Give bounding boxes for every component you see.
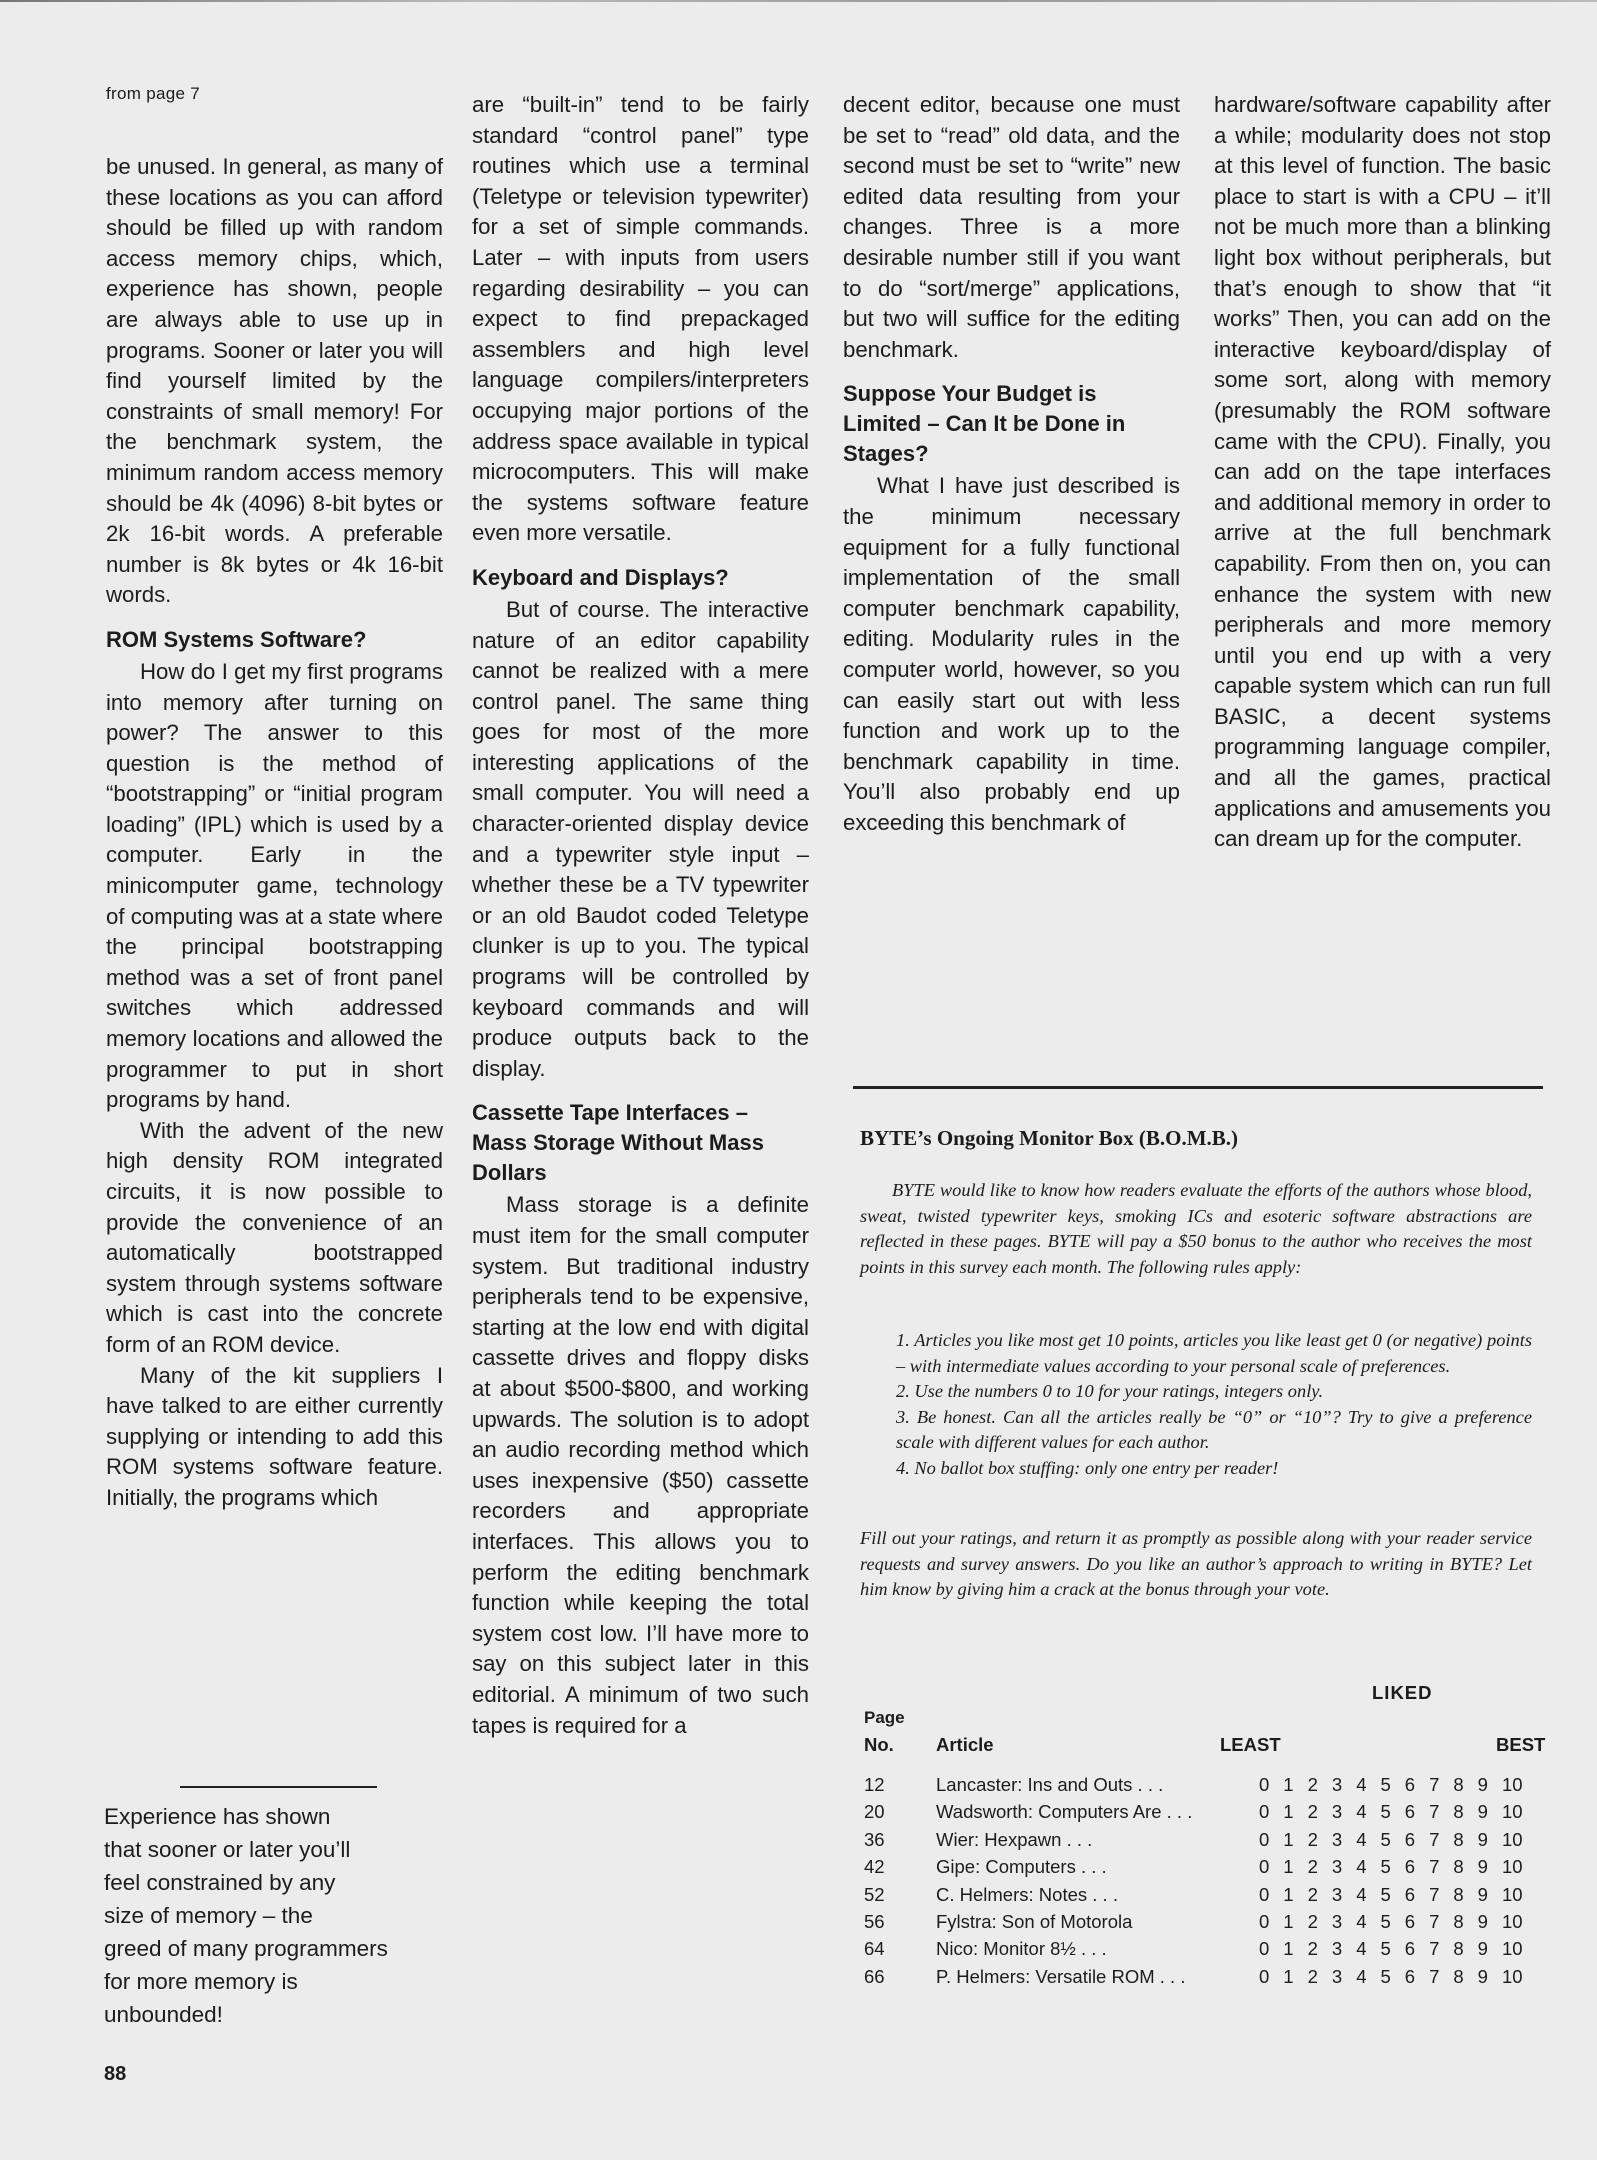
pull-quote-line: feel constrained by any <box>104 1870 336 1895</box>
rating-option[interactable]: 9 <box>1477 1883 1488 1905</box>
rating-option[interactable]: 4 <box>1356 1828 1367 1850</box>
page-number-cell: 42 <box>864 1856 885 1878</box>
rating-option[interactable]: 0 <box>1259 1828 1270 1850</box>
article-title-cell: Fylstra: Son of Motorola <box>936 1910 1133 1932</box>
rating-option[interactable]: 4 <box>1356 1883 1367 1905</box>
page-number-cell: 20 <box>864 1801 885 1823</box>
paragraph: With the advent of the new high density ROM integrated circuits, it is now possible to provide the convenience of an automatically bootstrapped system through systems software which is cast into the concrete form of an ROM device. <box>106 1117 443 1357</box>
paragraph: But of course. The interactive nature of an editor capability cannot be realized with a mere control panel. The same thing goes for most of the more interesting applications of the small computer. You will need a character-oriented display device and a typewriter style input – whether these be a TV typewriter or an old Baudot coded Teletype clunker is up to you. The typical programs will be controlled by keyboard commands and will produce outputs back to the display. <box>472 596 809 1081</box>
rating-option[interactable]: 0 <box>1259 1938 1270 1960</box>
rating-option[interactable]: 9 <box>1477 1801 1488 1823</box>
paragraph: decent editor, because one must be set to “read” old data, and the second must be set to “write” new edited data resulting from your changes. Three is a more desirable number still if you want to do “sort/merge” applications, but two will suffice for the editing benchmark. <box>843 92 1180 362</box>
rating-option[interactable]: 6 <box>1404 1910 1416 1932</box>
rating-scale <box>1259 1938 1523 1960</box>
rating-option[interactable]: 5 <box>1380 1774 1391 1795</box>
article-title-cell: P. Helmers: Versatile ROM . . . <box>936 1965 1186 1987</box>
rating-option[interactable]: 6 <box>1404 1965 1416 1987</box>
rating-option[interactable]: 2 <box>1307 1965 1318 1987</box>
page-number-cell: 56 <box>864 1910 885 1932</box>
article-title-cell: Wadsworth: Computers Are . . . <box>936 1801 1193 1823</box>
rating-option[interactable]: 6 <box>1404 1774 1416 1795</box>
bomb-title: BYTE’s Ongoing Monitor Box (B.O.M.B.) <box>860 1126 1239 1150</box>
paragraph: hardware/software capability after a while; modularity does not stop at this level of function. The basic place to start is with a CPU – it’ll not be much more than a blinking light box without peripherals, but that’s enough to show that “it works” Then, you can add on the interactive keyboard/display of some sort, along with memory (presumably the ROM software came with the CPU). Finally, you can add on the tape interfaces and additional memory in order to arrive at the full benchmark capability. From then on, you can enhance the system with new peripherals and more memory until you end up with a very capable system which can run full BASIC, a decent systems programming language compiler, and all the games, practical applications and amusements you can dream up for the computer. <box>1214 92 1551 852</box>
bomb-rule-item: 3. Be honest. Can all the articles really be “0” or “10”? Try to give a preference scale with different values for each author. <box>896 1406 1532 1452</box>
table-row <box>864 1884 1544 1911</box>
rating-option[interactable]: 8 <box>1453 1856 1464 1878</box>
page-number-cell: 52 <box>864 1883 885 1905</box>
pull-quote <box>104 1800 444 2031</box>
rating-option[interactable]: 3 <box>1331 1938 1343 1960</box>
page-number-cell: 64 <box>864 1938 885 1960</box>
paragraph: are “built-in” tend to be fairly standard “control panel” type routines which use a terminal (Teletype or television typewriter) for a set of simple commands. Later – with inputs from users regarding desirability – you can expect to find prepackaged assemblers and high level language compilers/interpreters occupying major portions of the address space available in typical microcomputers. This will make the systems software feature even more versatile. <box>472 92 809 546</box>
article-column-1 <box>106 152 443 1514</box>
rating-scale <box>1259 1884 1523 1906</box>
bomb-rule-item: 1. Articles you like most get 10 points, articles you like least get 0 (or negative) points – with intermediate values according to your personal scale of preferences. <box>896 1330 1532 1376</box>
rating-option[interactable]: 10 <box>1501 1774 1523 1795</box>
rating-option[interactable]: 1 <box>1283 1965 1294 1987</box>
pull-quote-line: for more memory is <box>104 1969 298 1994</box>
rating-option[interactable]: 8 <box>1453 1883 1464 1905</box>
bomb-rule-item: 4. No ballot box stuffing: only one entry per reader! <box>896 1457 1279 1478</box>
rating-option[interactable]: 7 <box>1429 1856 1440 1878</box>
rating-option[interactable]: 1 <box>1283 1774 1294 1795</box>
page-top-edge <box>0 0 1597 2</box>
rating-scale <box>1259 1774 1523 1796</box>
table-row <box>864 1911 1544 1938</box>
article-title-cell: C. Helmers: Notes . . . <box>936 1883 1118 1905</box>
rating-scale <box>1259 1829 1523 1851</box>
table-row <box>864 1856 1544 1883</box>
rating-option[interactable]: 5 <box>1380 1938 1391 1960</box>
rating-option[interactable]: 10 <box>1501 1883 1523 1905</box>
page-number-cell: 12 <box>864 1774 885 1795</box>
rating-option[interactable]: 3 <box>1331 1965 1343 1987</box>
rating-option[interactable]: 10 <box>1501 1965 1523 1987</box>
page-number-cell: 36 <box>864 1828 885 1850</box>
table-row <box>864 1966 1544 1993</box>
rating-option[interactable]: 7 <box>1429 1883 1440 1905</box>
rating-option[interactable]: 10 <box>1501 1856 1523 1878</box>
rating-option[interactable]: 9 <box>1477 1828 1488 1850</box>
table-body <box>864 1774 1544 1993</box>
rating-option[interactable]: 4 <box>1356 1774 1367 1795</box>
rating-option[interactable]: 9 <box>1477 1774 1488 1795</box>
rating-option[interactable]: 10 <box>1501 1801 1523 1823</box>
rating-option[interactable]: 2 <box>1307 1828 1318 1850</box>
rating-option[interactable]: 6 <box>1404 1828 1416 1850</box>
article-column-3 <box>843 90 1180 838</box>
rating-option[interactable]: 4 <box>1356 1910 1367 1932</box>
rating-option[interactable]: 9 <box>1477 1856 1488 1878</box>
rating-option[interactable]: 7 <box>1429 1828 1440 1850</box>
rating-option[interactable]: 2 <box>1307 1938 1318 1960</box>
rating-option[interactable]: 1 <box>1283 1856 1294 1878</box>
rating-option[interactable]: 9 <box>1477 1910 1488 1932</box>
rating-option[interactable]: 4 <box>1356 1801 1367 1823</box>
rating-option[interactable]: 3 <box>1331 1828 1343 1850</box>
section-heading-rom-systems-software: ROM Systems Software? <box>106 626 367 652</box>
liked-header: LIKED <box>1372 1682 1433 1703</box>
table-row <box>864 1829 1544 1856</box>
rating-option[interactable]: 0 <box>1259 1910 1270 1932</box>
rating-option[interactable]: 0 <box>1259 1965 1270 1987</box>
article-column-4 <box>1214 90 1551 855</box>
continued-from-label: from page 7 <box>106 84 201 103</box>
rating-option[interactable]: 5 <box>1380 1910 1391 1932</box>
article-title-cell: Gipe: Computers . . . <box>936 1856 1107 1878</box>
rating-option[interactable]: 6 <box>1404 1856 1416 1878</box>
rating-option[interactable]: 7 <box>1429 1801 1440 1823</box>
page-number: 88 <box>104 2063 127 2085</box>
bomb-divider-rule <box>853 1086 1543 1089</box>
rating-scale <box>1259 1856 1523 1878</box>
least-header: LEAST <box>1220 1734 1281 1755</box>
rating-option[interactable]: 5 <box>1380 1883 1391 1905</box>
rating-option[interactable]: 2 <box>1307 1856 1318 1878</box>
rating-option[interactable]: 1 <box>1283 1883 1294 1905</box>
rating-option[interactable]: 3 <box>1331 1883 1343 1905</box>
rating-option[interactable]: 8 <box>1453 1801 1464 1823</box>
rating-option[interactable]: 8 <box>1453 1828 1464 1850</box>
bomb-outro: Fill out your ratings, and return it as promptly as possible along with your reader service requests and survey answers. Do you like an author’s approach to writing in BYTE? Let him know by giving him a crack at the bonus through your vote. <box>860 1528 1532 1599</box>
rating-option[interactable]: 9 <box>1477 1938 1488 1960</box>
article-column-2 <box>472 90 809 1741</box>
pull-quote-line: that sooner or later you’ll <box>104 1837 351 1862</box>
rating-scale <box>1259 1801 1523 1823</box>
bomb-intro: BYTE would like to know how readers evaluate the efforts of the authors whose blood, sweat, twisted typewriter keys, smoking ICs and esoteric software abstractions are reflected in these pages. BYTE will pay a $50 bonus to the author who receives the most points in this survey each month. The following rules apply: <box>860 1180 1532 1277</box>
paragraph: Mass storage is a definite must item for the small computer system. But traditional industry peripherals tend to be expensive, starting at the low end with digital cassette drives and floppy disks at about $500-$800, and working upwards. The solution is to adopt an audio recording method which uses inexpensive ($50) cassette recorders and appropriate interfaces. This allows you to perform the editing benchmark function while keeping the total system cost low. I’ll have more to say on this subject later in this editorial. A minimum of two such tapes is required for a <box>472 1192 809 1738</box>
article-title-cell: Wier: Hexpawn . . . <box>936 1828 1093 1850</box>
rating-option[interactable]: 4 <box>1356 1965 1367 1987</box>
rating-option[interactable]: 1 <box>1283 1938 1294 1960</box>
rating-scale <box>1259 1966 1523 1988</box>
rating-option[interactable]: 3 <box>1331 1774 1343 1795</box>
article-title-cell: Lancaster: Ins and Outs . . . <box>936 1774 1164 1795</box>
rating-option[interactable]: 5 <box>1380 1801 1391 1823</box>
page-number-cell: 66 <box>864 1965 885 1987</box>
rating-option[interactable]: 0 <box>1259 1856 1270 1878</box>
no-header: No. <box>864 1734 894 1755</box>
rating-option[interactable]: 0 <box>1259 1801 1270 1823</box>
rating-option[interactable]: 1 <box>1283 1910 1294 1932</box>
paragraph: What I have just described is the minimum necessary equipment for a fully functional implementation of the small computer benchmark capability, editing. Modularity rules in the computer world, however, so you can easily start out with less function and work up to the benchmark capability in time. You’ll also probably end up exceeding this benchmark of <box>843 473 1180 835</box>
rating-option[interactable]: 0 <box>1259 1883 1270 1905</box>
rating-option[interactable]: 6 <box>1404 1883 1416 1905</box>
rating-option[interactable]: 7 <box>1429 1910 1440 1932</box>
rating-option[interactable]: 9 <box>1477 1965 1488 1987</box>
rating-scale <box>1259 1911 1523 1933</box>
table-row <box>864 1774 1544 1801</box>
page-header: Page <box>864 1708 905 1727</box>
rating-option[interactable]: 1 <box>1283 1828 1294 1850</box>
rating-option[interactable]: 3 <box>1331 1801 1343 1823</box>
rating-option[interactable]: 8 <box>1453 1965 1464 1987</box>
bomb-rules-list <box>896 1328 1532 1481</box>
rating-option[interactable]: 1 <box>1283 1801 1294 1823</box>
rating-option[interactable]: 8 <box>1453 1910 1464 1932</box>
rating-option[interactable]: 7 <box>1429 1774 1440 1795</box>
rating-option[interactable]: 5 <box>1380 1828 1391 1850</box>
rating-option[interactable]: 5 <box>1380 1856 1391 1878</box>
paragraph: How do I get my first programs into memory after turning on power? The answer to this question is the method of “bootstrapping” or “initial program loading” (IPL) which is used by a computer. Early in the minicomputer game, technology of computing was at a state where the principal bootstrapping method was a set of front panel switches which addressed memory locations and allowed the programmer to put in short programs by hand. <box>106 658 443 1113</box>
pull-quote-rule <box>180 1786 377 1788</box>
article-header: Article <box>936 1734 994 1755</box>
rating-option[interactable]: 2 <box>1307 1910 1318 1932</box>
section-heading-cassette-tape: Cassette Tape Interfaces – Mass Storage Without Mass Dollars <box>472 1100 764 1186</box>
paragraph: Many of the kit suppliers I have talked to are either currently supplying or intending to add this ROM systems software feature. Initially, the programs which <box>106 1362 443 1510</box>
rating-option[interactable]: 8 <box>1453 1774 1464 1795</box>
table-row <box>864 1938 1544 1965</box>
rating-option[interactable]: 5 <box>1380 1965 1391 1987</box>
best-header: BEST <box>1496 1734 1546 1755</box>
rating-option[interactable]: 2 <box>1307 1801 1318 1823</box>
bomb-rule-item: 2. Use the numbers 0 to 10 for your ratings, integers only. <box>896 1381 1324 1401</box>
rating-option[interactable]: 6 <box>1404 1801 1416 1823</box>
paragraph: be unused. In general, as many of these locations as you can afford should be filled up with random access memory chips, which, experience has shown, people are always able to use up in programs. Sooner or later you will find yourself limited by the constraints of small memory! For the benchmark system, the minimum random access memory should be 4k (4096) 8-bit bytes or 2k 16-bit words. A preferable number is 8k bytes or 4k 16-bit words. <box>106 154 443 608</box>
section-heading-budget-limited: Suppose Your Budget is Limited – Can It be Done in Stages? <box>843 381 1126 467</box>
pull-quote-line: size of memory – the <box>104 1903 313 1928</box>
pull-quote-line: greed of many programmers <box>104 1936 388 1961</box>
pull-quote-line: Experience has shown <box>104 1804 331 1829</box>
table-row <box>864 1801 1544 1828</box>
rating-option[interactable]: 10 <box>1501 1828 1523 1850</box>
rating-option[interactable]: 3 <box>1331 1856 1343 1878</box>
rating-option[interactable]: 0 <box>1259 1774 1270 1795</box>
rating-option[interactable]: 4 <box>1356 1856 1367 1878</box>
rating-option[interactable]: 7 <box>1429 1965 1440 1987</box>
rating-option[interactable]: 2 <box>1307 1883 1318 1905</box>
rating-option[interactable]: 10 <box>1501 1938 1523 1960</box>
rating-option[interactable]: 7 <box>1429 1938 1440 1960</box>
rating-option[interactable]: 2 <box>1307 1774 1318 1795</box>
rating-option[interactable]: 6 <box>1404 1938 1416 1960</box>
rating-option[interactable]: 3 <box>1331 1910 1343 1932</box>
rating-option[interactable]: 4 <box>1356 1938 1367 1960</box>
rating-option[interactable]: 10 <box>1501 1910 1523 1932</box>
article-title-cell: Nico: Monitor 8½ . . . <box>936 1938 1107 1960</box>
pull-quote-line: unbounded! <box>104 2002 223 2027</box>
rating-option[interactable]: 8 <box>1453 1938 1464 1960</box>
section-heading-keyboard-displays: Keyboard and Displays? <box>472 564 729 590</box>
